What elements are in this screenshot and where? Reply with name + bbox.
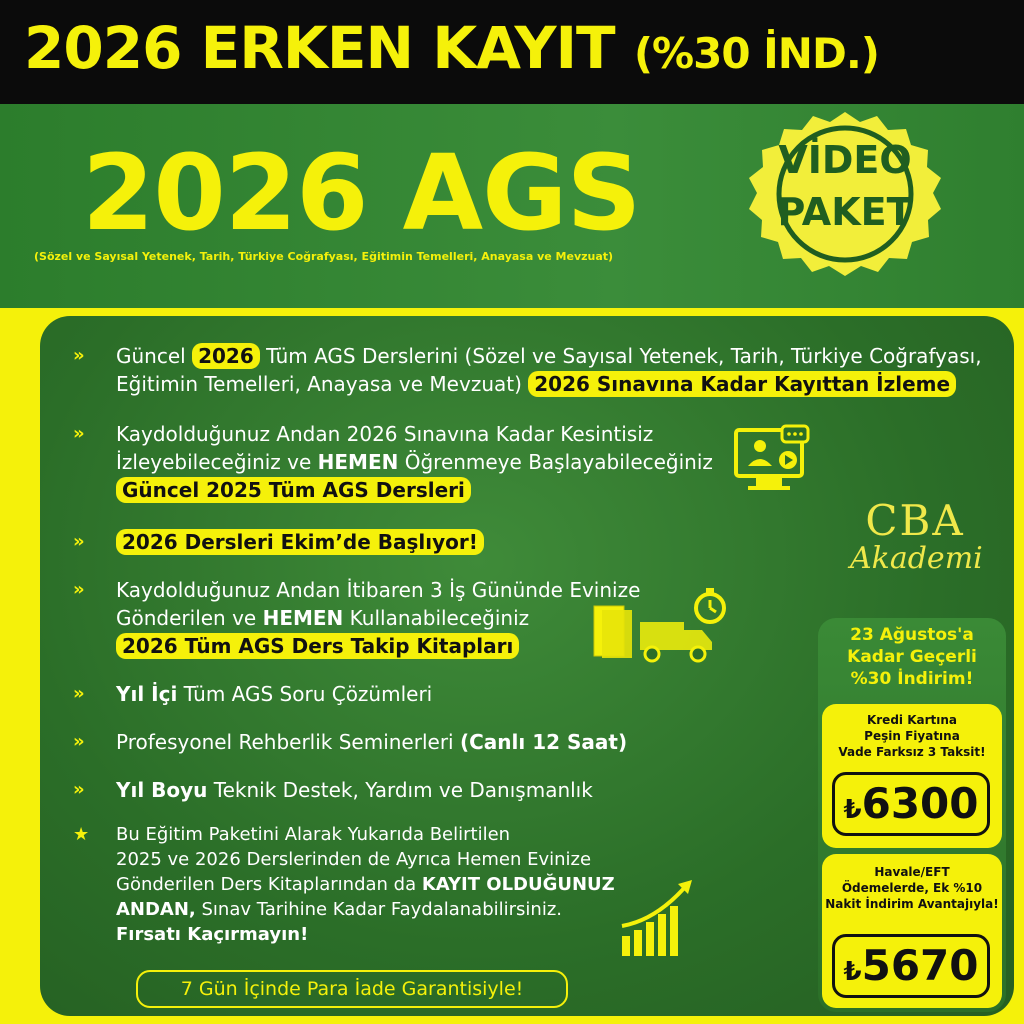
top-banner xyxy=(0,0,1024,104)
credit-card-price: ₺6300 xyxy=(832,772,990,836)
hero-subtitle: (Sözel ve Sayısal Yetenek, Tarih, Türkiye Coğrafyası, Eğitimin Temelleri, Anayasa ve Mevzuat) xyxy=(34,250,614,263)
chevron-double-right-icon: » xyxy=(73,423,85,444)
badge-line1: VİDEO xyxy=(778,138,912,182)
banner-main-text: 2026 ERKEN KAYIT xyxy=(24,14,615,82)
feature-highlight: 2026 Dersleri Ekim’de Başlıyor! xyxy=(116,529,484,555)
eft-price-box: Havale/EFT Ödemelerde, Ek %10 Nakit İndirim Avantajıyla! ₺5670 xyxy=(822,854,1002,1008)
star-icon: ★ xyxy=(73,824,90,845)
hero-title: 2026 AGS xyxy=(82,132,641,254)
growth-chart-icon xyxy=(616,876,700,960)
delivery-truck-icon xyxy=(590,586,730,666)
banner-discount: (%30 İND.) xyxy=(633,29,879,78)
feature-highlight: Güncel 2025 Tüm AGS Dersleri xyxy=(116,477,471,503)
chevron-double-right-icon: » xyxy=(73,731,85,752)
feature-highlight: 2026 Tüm AGS Ders Takip Kitapları xyxy=(116,633,519,659)
money-back-guarantee: 7 Gün İçinde Para İade Garantisiyle! xyxy=(136,970,568,1008)
banner-title xyxy=(24,14,879,82)
credit-card-price-box: Kredi Kartına Peşin Fiyatına Vade Farksız 3 Taksit! ₺6300 xyxy=(822,704,1002,848)
video-package-badge xyxy=(730,108,960,304)
chevron-double-right-icon: » xyxy=(73,579,85,600)
pricing-column xyxy=(818,618,1006,1012)
badge-line2: PAKET xyxy=(777,190,913,234)
feature-highlight: 2026 Sınavına Kadar Kayıttan İzleme xyxy=(528,371,956,397)
pricing-header: 23 Ağustos'a Kadar Geçerli %30 İndirim! xyxy=(847,625,977,689)
chevron-double-right-icon: » xyxy=(73,531,85,552)
cba-akademi-logo: CBA Akademi xyxy=(850,496,983,576)
video-lesson-icon xyxy=(732,424,816,494)
chevron-double-right-icon: » xyxy=(73,779,85,800)
feature-highlight: 2026 xyxy=(192,343,260,369)
chevron-double-right-icon: » xyxy=(73,683,85,704)
features-panel: » Güncel 2026 Tüm AGS Derslerini (Sözel ve Sayısal Yetenek, Tarih, Türkiye Coğrafyası, Eğitimin Temelleri, Anayasa ve Mevzuat) 2026 Sınavına Kadar Kayıttan İzleme » Kaydolduğunuz Andan 2026 Sınavına Kadar Kesintisiz İzleyebileceğiniz ve HEMEN Öğrenmeye Başlayabileceğiniz Güncel 2025 Tüm AGS Dersleri » 2026 Dersleri Ekim’de Başlıyor! » Kaydolduğunuz Andan İtibaren 3 İş Gününde Evinize Gönderilen ve HEMEN Kullanabileceğiniz 2026 Tüm AGS Ders Takip Kitapları » Yıl İçi Tüm AGS Soru Çözümleri » Profesyonel Rehberlik Seminerleri (Canlı 12 Saat) » Yıl Boyu Teknik Destek, Yardım ve Danışmanlık ★ Bu Eğitim Paketini Alarak Yukarıda Belirtilen 2025 ve 2026 Derslerinden de Ayrıca Hemen Evinize Gönderilen Ders Kitaplarından da KAYIT OLDUĞUNUZ ANDAN, Sınav Tarihine Kadar Faydalanabilirsiniz. Fırsatı Kaçırmayın! CBA Akademi 23 Ağustos'a Kadar Geçerli %30 İndirim! Kredi Kartına Peşin Fiyatına Vade Farksız 3 Taksit! ₺6300 Havale/EFT Ödemelerde, Ek %10 Nakit İndirim Avantajıyla! ₺5670 7 Gün İçinde Para İade Garantisiyle! xyxy=(40,316,1014,1016)
chevron-double-right-icon: » xyxy=(73,345,85,366)
eft-price: ₺5670 xyxy=(832,934,990,998)
